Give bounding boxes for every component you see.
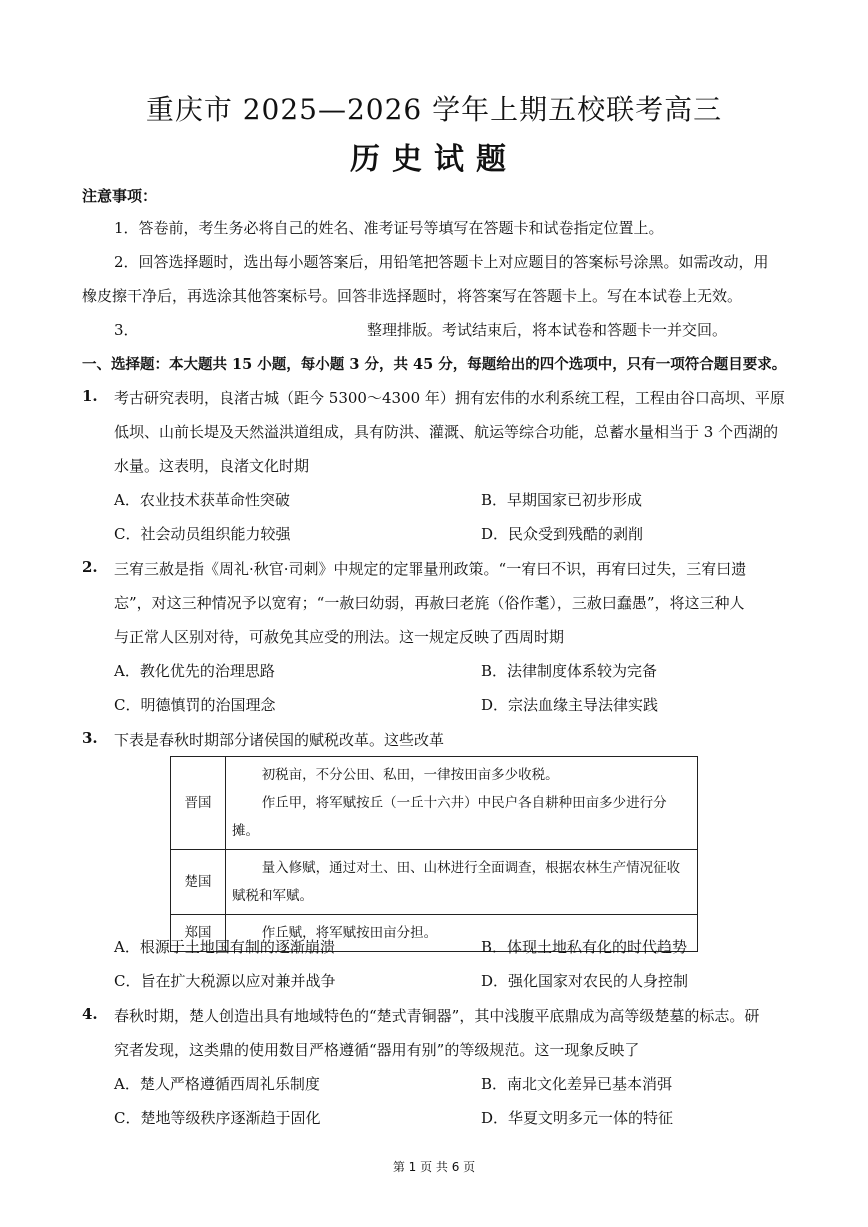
question-2-number: 2.	[82, 558, 98, 576]
tax-reform-table	[170, 756, 698, 952]
notice-item-2-line2: 橡皮擦干净后，再选涂其他答案标号。回答非选择题时，将答案写在答题卡上。写在本试卷上无效。	[82, 287, 743, 305]
question-1-option-a[interactable]: A．农业技术获革命性突破	[114, 491, 290, 509]
table-row	[171, 850, 698, 915]
question-1-stem-line3: 水量。这表明，良渚文化时期	[114, 457, 310, 475]
question-1-option-b[interactable]: B．早期国家已初步形成	[481, 491, 643, 509]
question-3-option-d[interactable]: D．强化国家对农民的人身控制	[481, 972, 689, 990]
question-2-stem-line1: 三宥三赦是指《周礼·秋官·司刺》中规定的定罪量刑政策。“一宥曰不识，再宥曰过失，三宥曰遗	[114, 560, 747, 578]
notice-heading: 注意事项：	[82, 187, 158, 205]
question-3-option-c[interactable]: C．旨在扩大税源以应对兼并战争	[114, 972, 336, 990]
question-3-option-a[interactable]: A．根源于土地国有制的逐渐崩溃	[114, 938, 335, 956]
reform-text: 量入修赋，通过对土、田、山林进行全面调查，根据农林生产情况征收赋税和军赋。	[232, 860, 681, 904]
question-2-stem-line2: 忘”，对这三种情况予以宽宥；“一赦曰幼弱，再赦曰老旄（俗作耄），三赦曰蠢愚”，将这三种人	[114, 594, 745, 612]
state-cell: 楚国	[171, 850, 226, 915]
question-2-option-a[interactable]: A．教化优先的治理思路	[114, 662, 275, 680]
question-1-stem-line1: 考古研究表明，良渚古城（距今 5300～4300 年）拥有宏伟的水利系统工程，工程由谷口高坝、平原	[114, 389, 785, 407]
notice-item-3-number: 3．	[114, 321, 139, 339]
state-cell: 郑国	[171, 915, 226, 952]
subject-title: 历史试题	[350, 142, 518, 177]
reform-cell	[226, 850, 698, 915]
question-1-number: 1.	[82, 387, 98, 405]
section-1-heading: 一、选择题：本大题共 15 小题，每小题 3 分，共 45 分，每题给出的四个选项中，只有一项符合题目要求。	[82, 356, 787, 373]
page-number: 第 1 页 共 6 页	[392, 1160, 476, 1174]
exam-title: 重庆市 2025—2026 学年上期五校联考高三	[145, 93, 723, 126]
question-2-option-b[interactable]: B．法律制度体系较为完备	[481, 662, 658, 680]
question-2-option-c[interactable]: C．明德慎罚的治国理念	[114, 696, 276, 714]
notice-item-3-text: 整理排版。考试结束后，将本试卷和答题卡一并交回。	[367, 321, 728, 339]
question-2-option-d[interactable]: D．宗法血缘主导法律实践	[481, 696, 659, 714]
question-1-option-c[interactable]: C．社会动员组织能力较强	[114, 525, 291, 543]
question-4-stem-line2: 究者发现，这类鼎的使用数目严格遵循“器用有别”的等级规范。这一现象反映了	[114, 1041, 640, 1059]
question-4-stem-line1: 春秋时期，楚人创造出具有地域特色的“楚式青铜器”，其中浅腹平底鼎成为高等级楚墓的标志。研	[114, 1007, 760, 1025]
question-3-option-b[interactable]: B．体现土地私有化的时代趋势	[481, 938, 688, 956]
question-2-stem-line3: 与正常人区别对待，可赦免其应受的刑法。这一规定反映了西周时期	[114, 628, 565, 646]
question-3-number: 3.	[82, 729, 98, 747]
reform-cell	[226, 757, 698, 850]
reform-text: 作丘赋，将军赋按田亩分担。	[261, 925, 438, 941]
notice-item-1: 1．答卷前，考生务必将自己的姓名、准考证号等填写在答题卡和试卷指定位置上。	[114, 219, 664, 237]
notice-item-2-line1: 2．回答选择题时，选出每小题答案后，用铅笔把答题卡上对应题目的答案标号涂黑。如需改动，用	[114, 253, 769, 271]
question-4-option-c[interactable]: C．楚地等级秩序逐渐趋于固化	[114, 1109, 321, 1127]
question-4-number: 4.	[82, 1005, 98, 1023]
state-cell: 晋国	[171, 757, 226, 850]
question-4-option-d[interactable]: D．华夏文明多元一体的特征	[481, 1109, 674, 1127]
reform-text: 作丘甲，将军赋按丘（一丘十六井）中民户各自耕种田亩多少进行分摊。	[232, 795, 667, 839]
question-4-option-a[interactable]: A．楚人严格遵循西周礼乐制度	[114, 1075, 320, 1093]
question-1-option-d[interactable]: D．民众受到残酷的剥削	[481, 525, 644, 543]
question-4-option-b[interactable]: B．南北文化差异已基本消弭	[481, 1075, 673, 1093]
question-1-stem-line2: 低坝、山前长堤及天然溢洪道组成，具有防洪、灌溉、航运等综合功能，总蓄水量相当于 3 个西湖的	[114, 423, 779, 441]
reform-text: 初税亩，不分公田、私田，一律按田亩多少收税。	[261, 767, 559, 783]
table-row	[171, 757, 698, 850]
question-3-stem-line1: 下表是春秋时期部分诸侯国的赋税改革。这些改革	[114, 731, 445, 749]
